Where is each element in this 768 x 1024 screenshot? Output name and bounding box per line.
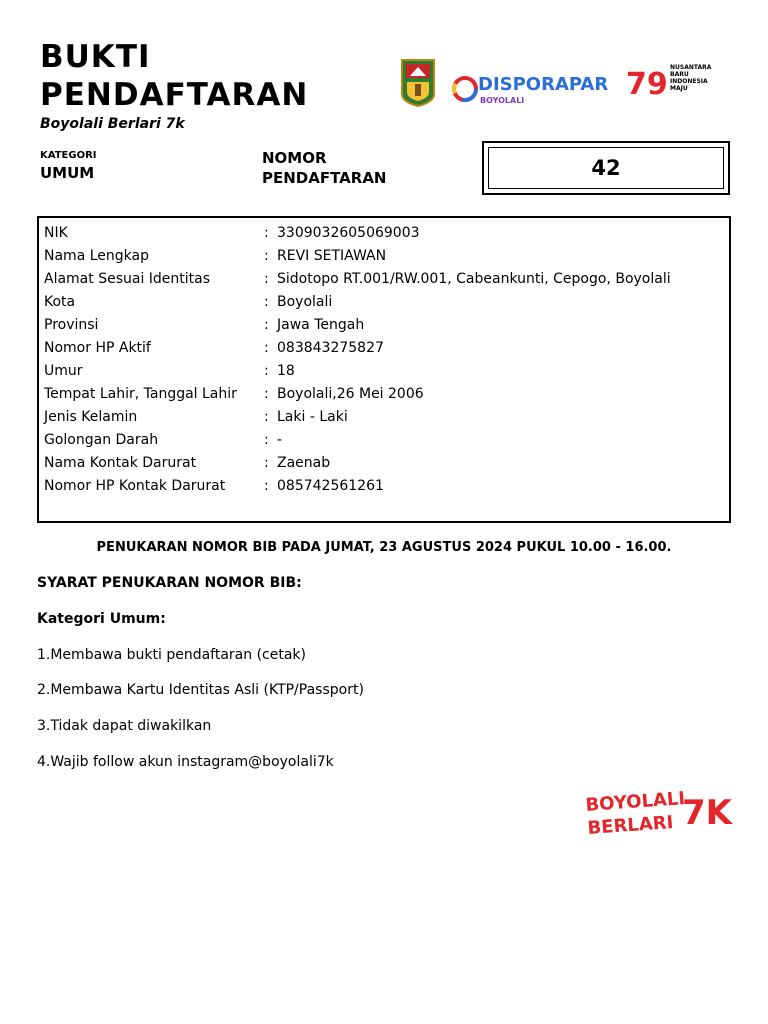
brand-line-2: BERLARI	[586, 812, 674, 839]
nomor-label-line-2: PENDAFTARAN	[262, 169, 387, 187]
info-colon: :	[264, 340, 269, 356]
anniv-number: 79	[626, 67, 668, 102]
info-label: Nomor HP Kontak Darurat	[44, 478, 226, 494]
kategori-value: UMUM	[40, 164, 95, 182]
anniv-line-4: MAJU	[670, 85, 688, 92]
anniv-line-3: INDONESIA	[670, 78, 708, 85]
disporapar-logo	[450, 66, 610, 110]
brand-7k: 7K	[682, 793, 733, 833]
event-subtitle: Boyolali Berlari 7k	[40, 116, 185, 132]
nomor-pendaftaran-value: 42	[488, 147, 724, 189]
number-79-icon	[624, 62, 668, 102]
info-value: 083843275827	[277, 340, 384, 356]
info-label: Provinsi	[44, 317, 99, 333]
info-colon: :	[264, 248, 269, 264]
info-value: Laki - Laki	[277, 409, 348, 425]
requirement-item: 1.Membawa bukti pendaftaran (cetak)	[37, 647, 306, 663]
info-label: Alamat Sesuai Identitas	[44, 271, 211, 287]
disporapar-subtext: BOYOLALI	[480, 96, 525, 105]
requirements-heading: SYARAT PENUKARAN NOMOR BIB:	[37, 575, 302, 591]
brand-line-1: BOYOLALI	[584, 788, 686, 816]
kategori-label: KATEGORI	[40, 150, 97, 161]
info-value: 085742561261	[277, 478, 384, 494]
anniv-line-2: BARU	[670, 71, 689, 78]
bib-exchange-notice: PENUKARAN NOMOR BIB PADA JUMAT, 23 AGUSTUS 2024 PUKUL 10.00 - 16.00.	[96, 540, 672, 555]
info-value: 18	[277, 363, 295, 379]
info-colon: :	[264, 455, 269, 471]
info-value: REVI SETIAWAN	[277, 248, 387, 264]
info-value: Zaenab	[277, 455, 331, 471]
info-label: NIK	[44, 225, 68, 241]
nomor-pendaftaran-label	[262, 148, 387, 188]
anniv-tagline	[670, 64, 711, 92]
info-label: Kota	[44, 294, 76, 310]
info-label: Nama Lengkap	[44, 248, 149, 264]
info-label: Nama Kontak Darurat	[44, 455, 197, 471]
disporapar-swirl-icon	[450, 74, 480, 104]
info-value: Jawa Tengah	[277, 317, 365, 333]
requirement-item: 4.Wajib follow akun instagram@boyolali7k	[37, 754, 334, 770]
boyolali-regency-emblem-icon	[400, 58, 436, 108]
info-colon: :	[264, 386, 269, 402]
nomor-label-line-1: NOMOR	[262, 149, 327, 167]
info-label: Tempat Lahir, Tanggal Lahir	[44, 386, 237, 402]
info-label: Golongan Darah	[44, 432, 159, 448]
title-line-1: BUKTI	[40, 39, 151, 75]
participant-info-box	[37, 216, 731, 523]
info-value: Sidotopo RT.001/RW.001, Cabeankunti, Cepogo, Boyolali	[277, 271, 671, 287]
info-colon: :	[264, 432, 269, 448]
nomor-pendaftaran-box	[482, 141, 730, 195]
document-title	[40, 38, 308, 114]
info-colon: :	[264, 363, 269, 379]
info-colon: :	[264, 317, 269, 333]
info-value: Boyolali	[277, 294, 333, 310]
disporapar-text: DISPORAPAR	[478, 74, 609, 95]
title-line-2: PENDAFTARAN	[40, 77, 309, 113]
info-value: Boyolali,26 Mei 2006	[277, 386, 424, 402]
requirement-item: 3.Tidak dapat diwakilkan	[37, 718, 212, 734]
info-label: Umur	[44, 363, 83, 379]
info-colon: :	[264, 225, 269, 241]
category-heading: Kategori Umum:	[37, 611, 166, 627]
info-colon: :	[264, 478, 269, 494]
info-colon: :	[264, 271, 269, 287]
info-value: 3309032605069003	[277, 225, 420, 241]
requirement-item: 2.Membawa Kartu Identitas Asli (KTP/Passport)	[37, 682, 364, 698]
info-label: Nomor HP Aktif	[44, 340, 151, 356]
boyolali-berlari-7k-logo	[584, 786, 734, 842]
info-value: -	[277, 432, 283, 448]
anniv-line-1: NUSANTARA	[670, 64, 712, 71]
info-label: Jenis Kelamin	[44, 409, 138, 425]
hut-ri-79-logo	[624, 62, 720, 106]
sponsor-logos	[400, 58, 720, 114]
info-colon: :	[264, 409, 269, 425]
info-colon: :	[264, 294, 269, 310]
